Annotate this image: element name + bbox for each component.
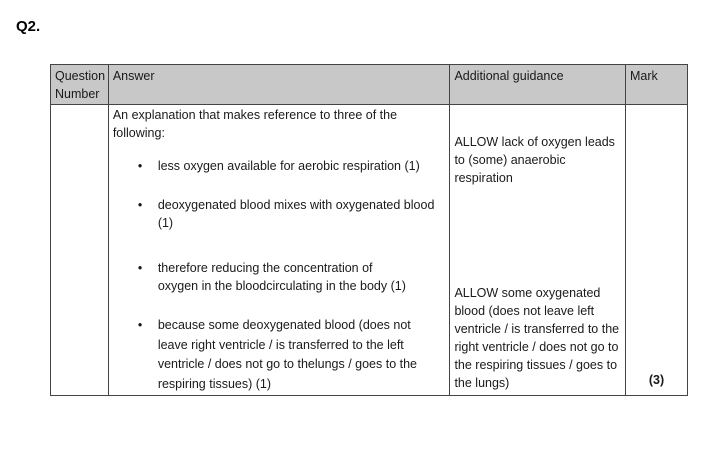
answer-point-text: deoxygenated blood mixes with oxygenated blood (1) — [157, 198, 435, 230]
mark-cell — [625, 105, 687, 396]
header-additional-guidance: Additional guidance — [450, 65, 626, 105]
answer-point-text: less oxygen available for aerobic respiration (1) — [157, 159, 420, 173]
table-header-row — [51, 65, 688, 105]
question-number-cell — [51, 105, 109, 396]
answer-point-text: because some deoxygenated blood (does not leave right ventricle / is transferred to the left ventricle / does not go to thelungs / goes to the respiring tissues) (1) — [157, 318, 418, 391]
answer-point — [113, 259, 408, 295]
bullet-icon: • — [137, 159, 143, 173]
bullet-icon: • — [137, 318, 143, 332]
header-answer: Answer — [108, 65, 450, 105]
guidance-cell — [450, 105, 626, 396]
guidance-text: ALLOW lack of oxygen leads to (some) anaerobic respiration — [454, 135, 615, 185]
answer-point — [113, 196, 441, 232]
question-label: Q2. — [16, 18, 41, 35]
bullet-icon: • — [137, 198, 143, 212]
header-mark: Mark — [625, 65, 687, 105]
answer-point — [113, 157, 441, 175]
guidance-text: ALLOW some oxygenated blood (does not leave left ventricle / is transferred to the right ventricle / does not go to the respiring tissues / goes to the lungs) — [454, 286, 620, 390]
answer-cell — [108, 105, 450, 396]
answer-point — [113, 316, 428, 394]
mark-value: (3) — [648, 373, 665, 387]
mark-scheme-table — [50, 64, 688, 396]
header-question-number: Question Number — [51, 65, 109, 105]
answer-point-text: therefore reducing the concentration of oxygen in the bloodcirculating in the body (1) — [157, 261, 406, 293]
table-row — [51, 105, 688, 396]
answer-intro: An explanation that makes reference to three of the following: — [112, 108, 398, 140]
bullet-icon: • — [137, 261, 143, 275]
